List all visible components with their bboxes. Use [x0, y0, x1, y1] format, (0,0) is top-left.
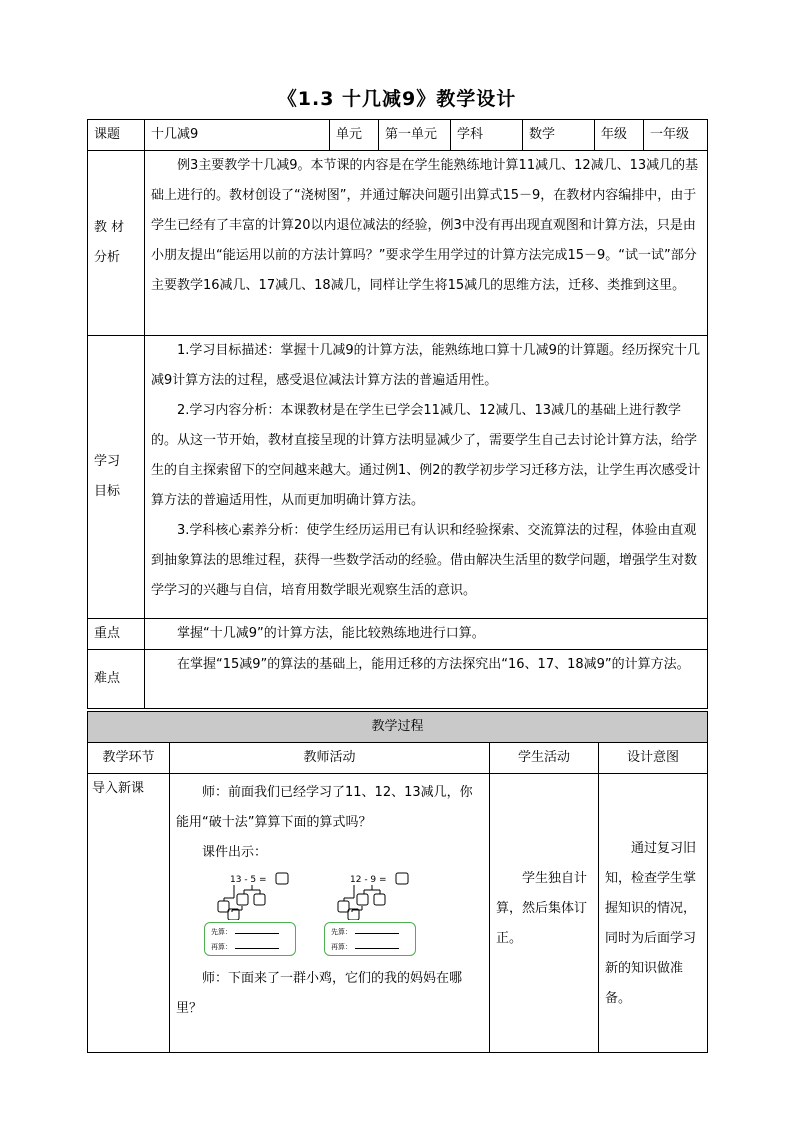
topic-value: 十几减9	[145, 120, 330, 151]
analysis-text: 例3主要教学十几减9。本节课的内容是在学生能熟练地计算11减几、12减几、13减几的基础上进行的。教材创设了“浇树图”，并通过解决问题引出算式15－9，在教材内容编排中，由于学生已经有了丰富的计算20以内退位减法的经验，例3中没有再出现直观图和计算方法，只是由小朋友提出“能运用以前的方法计算吗？”要求学生用学过的计算方法完成15－9。“试一试”部分主要教学16减几、17减几、18减几，同样让学生将15减几的思维方法，迁移、类推到这里。	[151, 158, 699, 293]
teacher-text: 师：下面来了一群小鸡，它们的我的妈妈在哪里？	[176, 971, 463, 1016]
breakdown-diagram	[204, 870, 296, 920]
teacher-text: 课件出示：	[202, 845, 268, 860]
column-header: 设计意图	[599, 743, 708, 774]
header-row	[88, 120, 708, 151]
exercise-figure	[176, 870, 483, 956]
first-step-label: 先算：	[211, 928, 232, 936]
then-step-label: 再算：	[211, 943, 232, 951]
stage-cell: 导入新课	[88, 774, 170, 1053]
difficulty-row	[88, 650, 708, 709]
design-intent: 通过复习旧知，检查学生掌握知识的情况，同时为后面学习新的知识做准备。	[605, 841, 697, 1006]
subject-label: 学科	[451, 120, 523, 151]
analysis-label: 教 材分析	[94, 220, 125, 265]
page-title: 《1.3 十几减9》教学设计	[277, 88, 517, 110]
unit-value: 第一单元	[379, 120, 451, 151]
exercise-expression: 12 - 9 =	[350, 875, 387, 885]
subject-value: 数学	[523, 120, 595, 151]
goals-label: 学习目标	[94, 454, 121, 499]
key-point-row	[88, 619, 708, 650]
breakdown-diagram	[324, 870, 416, 920]
process-table	[87, 711, 708, 1053]
analysis-row	[88, 151, 708, 336]
first-step-label: 先算：	[331, 928, 352, 936]
difficulty-text: 在掌握“15减9”的算法的基础上，能用迁移的方法探究出“16、17、18减9”的计算方法。	[177, 657, 690, 672]
column-header: 教师活动	[170, 743, 490, 774]
grade-value: 一年级	[644, 120, 708, 151]
table-row	[88, 774, 708, 1053]
student-activity: 学生独自计算，然后集体订正。	[496, 871, 588, 946]
teacher-text: 师：前面我们已经学习了11、12、13减几，你能用“破十法”算算下面的算式吗？	[176, 785, 473, 830]
lesson-info-table	[87, 119, 708, 709]
grade-label: 年级	[595, 120, 644, 151]
goal-item: 2.学习内容分析：本课教材是在学生已学会11减几、12减几、13减几的基础上进行教学的。从这一节开始，教材直接呈现的计算方法明显减少了，需要学生自己去讨论计算方法，给学生的自主探索留下的空间越来越大。通过例1、例2的教学初步学习迁移方法，让学生再次感受计算方法的普遍适用性，从而更加明确计算方法。	[151, 403, 701, 508]
goal-item: 1.学习目标描述：掌握十几减9的计算方法，能熟练地口算十几减9的计算题。经历探究十几减9计算方法的过程，感受退位减法计算方法的普遍适用性。	[151, 343, 700, 388]
answer-box	[204, 922, 296, 956]
goals-row	[88, 336, 708, 619]
goal-item: 3.学科核心素养分析：使学生经历运用已有认识和经验探索、交流算法的过程，体验由直观到抽象算法的思维过程，获得一些数学活动的经验。借由解决生活里的数学问题，增强学生对数学学习的兴趣与自信，培育用数学眼光观察生活的意识。	[151, 523, 698, 598]
key-point-label: 重点	[88, 619, 145, 650]
exercise-card	[324, 870, 416, 956]
then-step-label: 再算：	[331, 943, 352, 951]
exercise-expression: 13 - 5 =	[230, 875, 267, 885]
column-header: 学生活动	[490, 743, 599, 774]
difficulty-label: 难点	[88, 650, 145, 709]
unit-label: 单元	[330, 120, 379, 151]
key-point-text: 掌握“十几减9”的计算方法，能比较熟练地进行口算。	[177, 626, 485, 641]
answer-box	[324, 922, 416, 956]
process-title: 教学过程	[88, 712, 708, 743]
column-header: 教学环节	[88, 743, 170, 774]
topic-label: 课题	[88, 120, 145, 151]
exercise-card	[204, 870, 296, 956]
